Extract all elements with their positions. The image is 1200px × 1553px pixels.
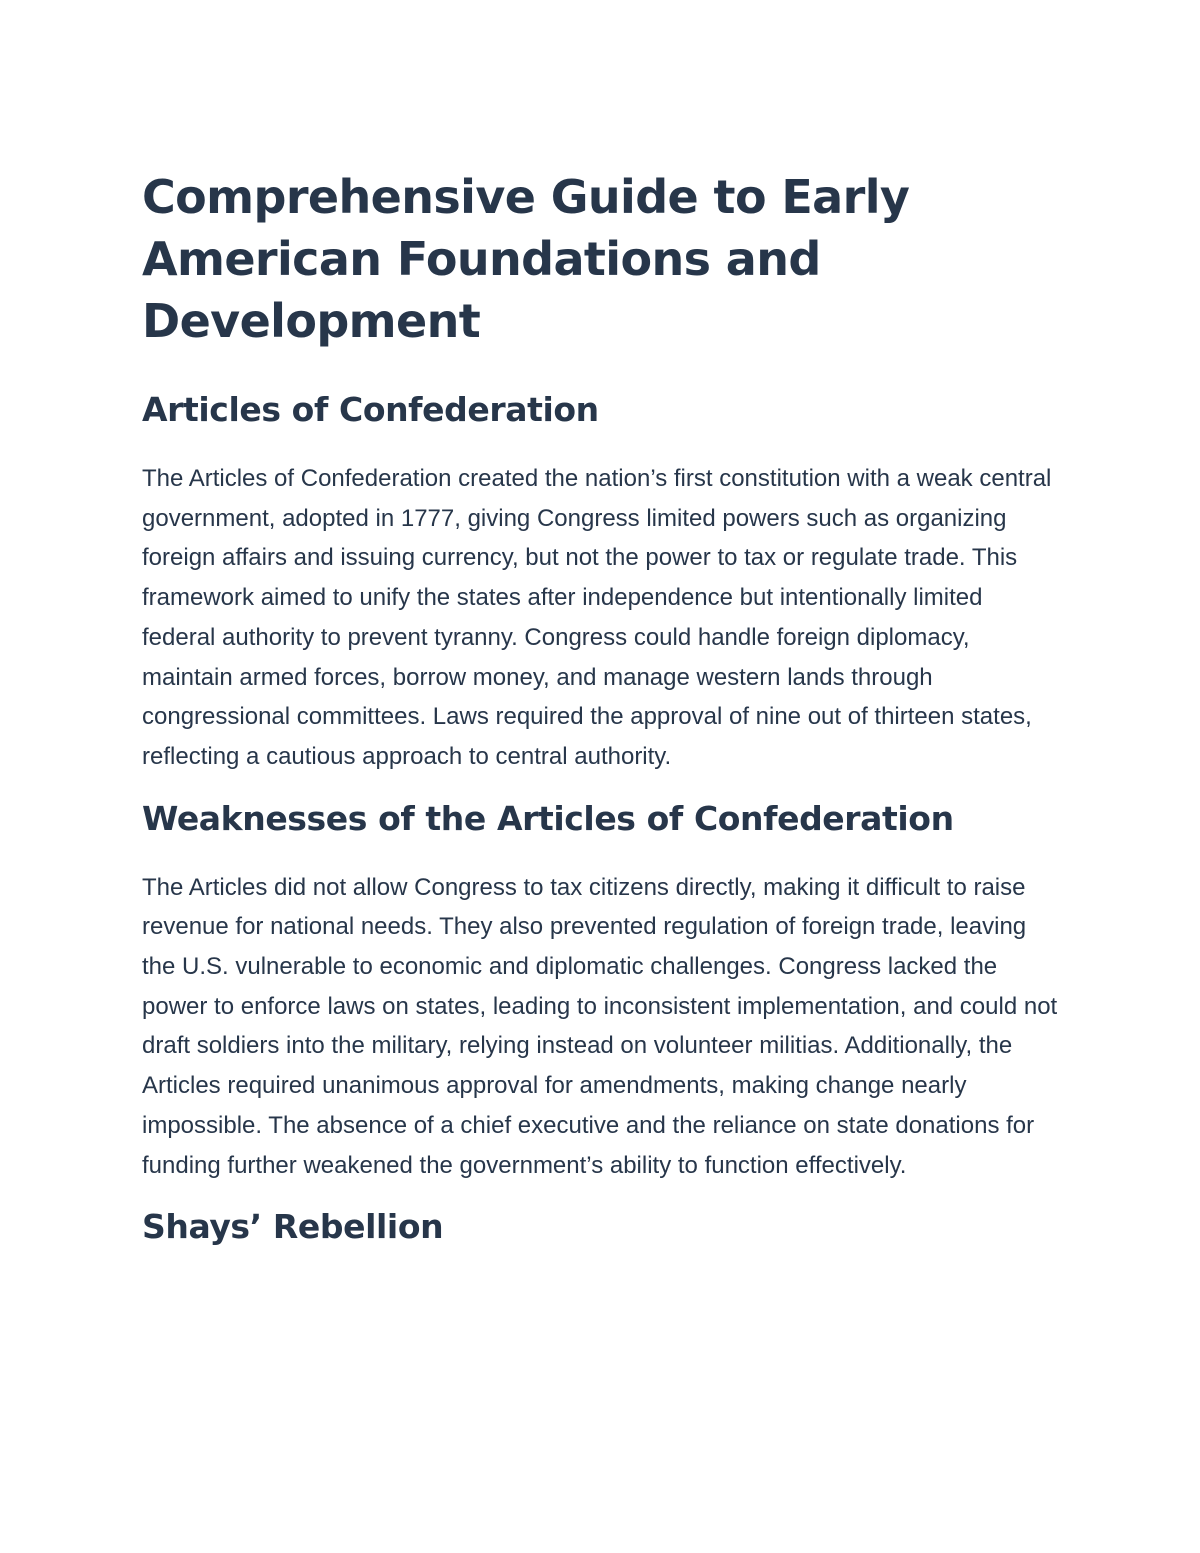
section-heading-articles: Articles of Confederation [142,390,599,429]
document-title: Comprehensive Guide to Early American Foundations and Development [142,170,910,348]
document-content [142,166,1062,1249]
section-heading-weaknesses: Weaknesses of the Articles of Confederation [142,798,954,838]
section-heading-shays: Shays’ Rebellion [142,1207,444,1247]
section-body-articles: The Articles of Confederation created the nation’s first constitution with a weak central government, adopted in 1777, giving Congress limited powers such as organizing foreign affairs and issuing currency, but not the power to tax or regulate trade. This framework aimed to unify the states after independence but intentionally limited federal authority to prevent tyranny. Congress could handle foreign diplomacy, maintain armed forces, borrow money, and manage western lands through congressional committees. Laws required the approval of nine out of thirteen states, reflecting a cautious approach to central authority. [142,465,1052,770]
section-body-weaknesses: The Articles did not allow Congress to tax citizens directly, making it difficult to raise revenue for national needs. They also prevented regulation of foreign trade, leaving the U.S. vulnerable to economic and diplomatic challenges. Congress lacked the power to enforce laws on states, leading to inconsistent implementation, and could not draft soldiers into the military, relying instead on volunteer militias. Additionally, the Articles required unanimous approval for amendments, making change nearly impossible. The absence of a chief executive and the reliance on state donations for funding further weakened the government’s ability to function effectively. [142,873,1058,1179]
